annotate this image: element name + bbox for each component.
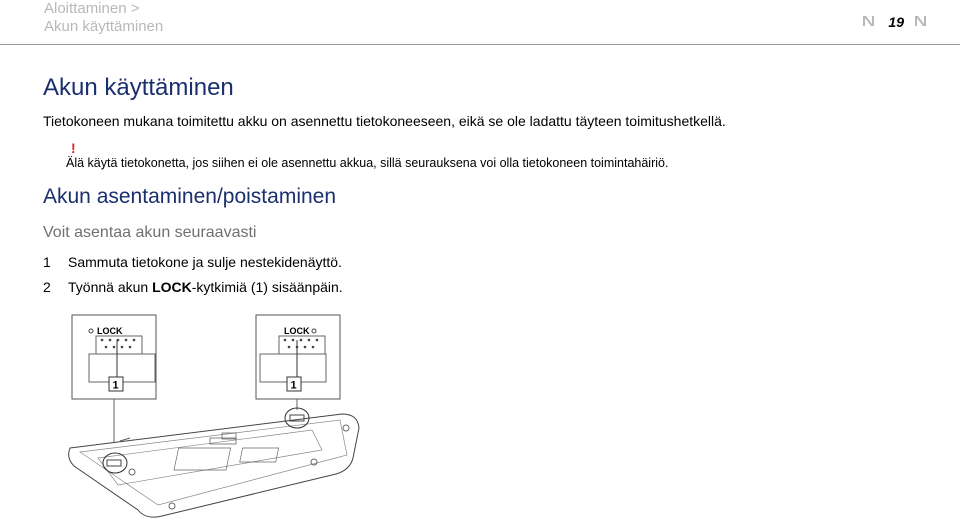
step-2 <box>43 279 343 295</box>
right-callout-marker: 1 <box>290 379 297 392</box>
breadcrumb-current: Akun käyttäminen <box>44 18 164 35</box>
next-page-arrow-icon[interactable] <box>914 14 930 30</box>
previous-page-arrow-icon[interactable] <box>862 14 878 30</box>
procedure-subheading: Voit asentaa akun seuraavasti <box>43 224 257 241</box>
warning-text: Älä käytä tietokonetta, jos siihen ei ole asennettu akkua, sillä seurauksena voi olla tietokoneen toimintahäiriö. <box>66 156 669 170</box>
left-lock-callout <box>72 315 156 453</box>
warning-icon: ! <box>71 140 76 156</box>
step-number: 1 <box>43 254 51 270</box>
page-navigation <box>862 14 930 30</box>
header-divider <box>0 44 960 45</box>
step-text-before: Työnnä akun <box>68 279 153 295</box>
step-text-after: -kytkimiä (1) sisäänpäin. <box>191 279 343 295</box>
warning-note <box>66 140 669 170</box>
breadcrumb-parent[interactable]: Aloittaminen > <box>44 0 140 17</box>
right-lock-callout <box>256 315 340 410</box>
left-lock-text: LOCK <box>97 326 123 336</box>
lock-label: LOCK <box>152 279 192 295</box>
breadcrumb <box>44 0 163 36</box>
laptop-bottom-drawing <box>69 408 359 517</box>
page-title: Akun käyttäminen <box>43 74 234 101</box>
step-text: Sammuta tietokone ja sulje nestekidenäyttö. <box>68 254 342 270</box>
step-number: 2 <box>43 279 51 295</box>
right-lock-text: LOCK <box>284 326 310 336</box>
battery-lock-illustration <box>60 310 370 521</box>
step-1 <box>43 254 342 270</box>
intro-paragraph: Tietokoneen mukana toimitettu akku on asennettu tietokoneeseen, eikä se ole ladattu täyteen toimitushetkellä. <box>43 113 726 129</box>
section-title: Akun asentaminen/poistaminen <box>43 185 337 208</box>
left-callout-marker: 1 <box>112 379 119 392</box>
page-number: 19 <box>888 14 904 30</box>
